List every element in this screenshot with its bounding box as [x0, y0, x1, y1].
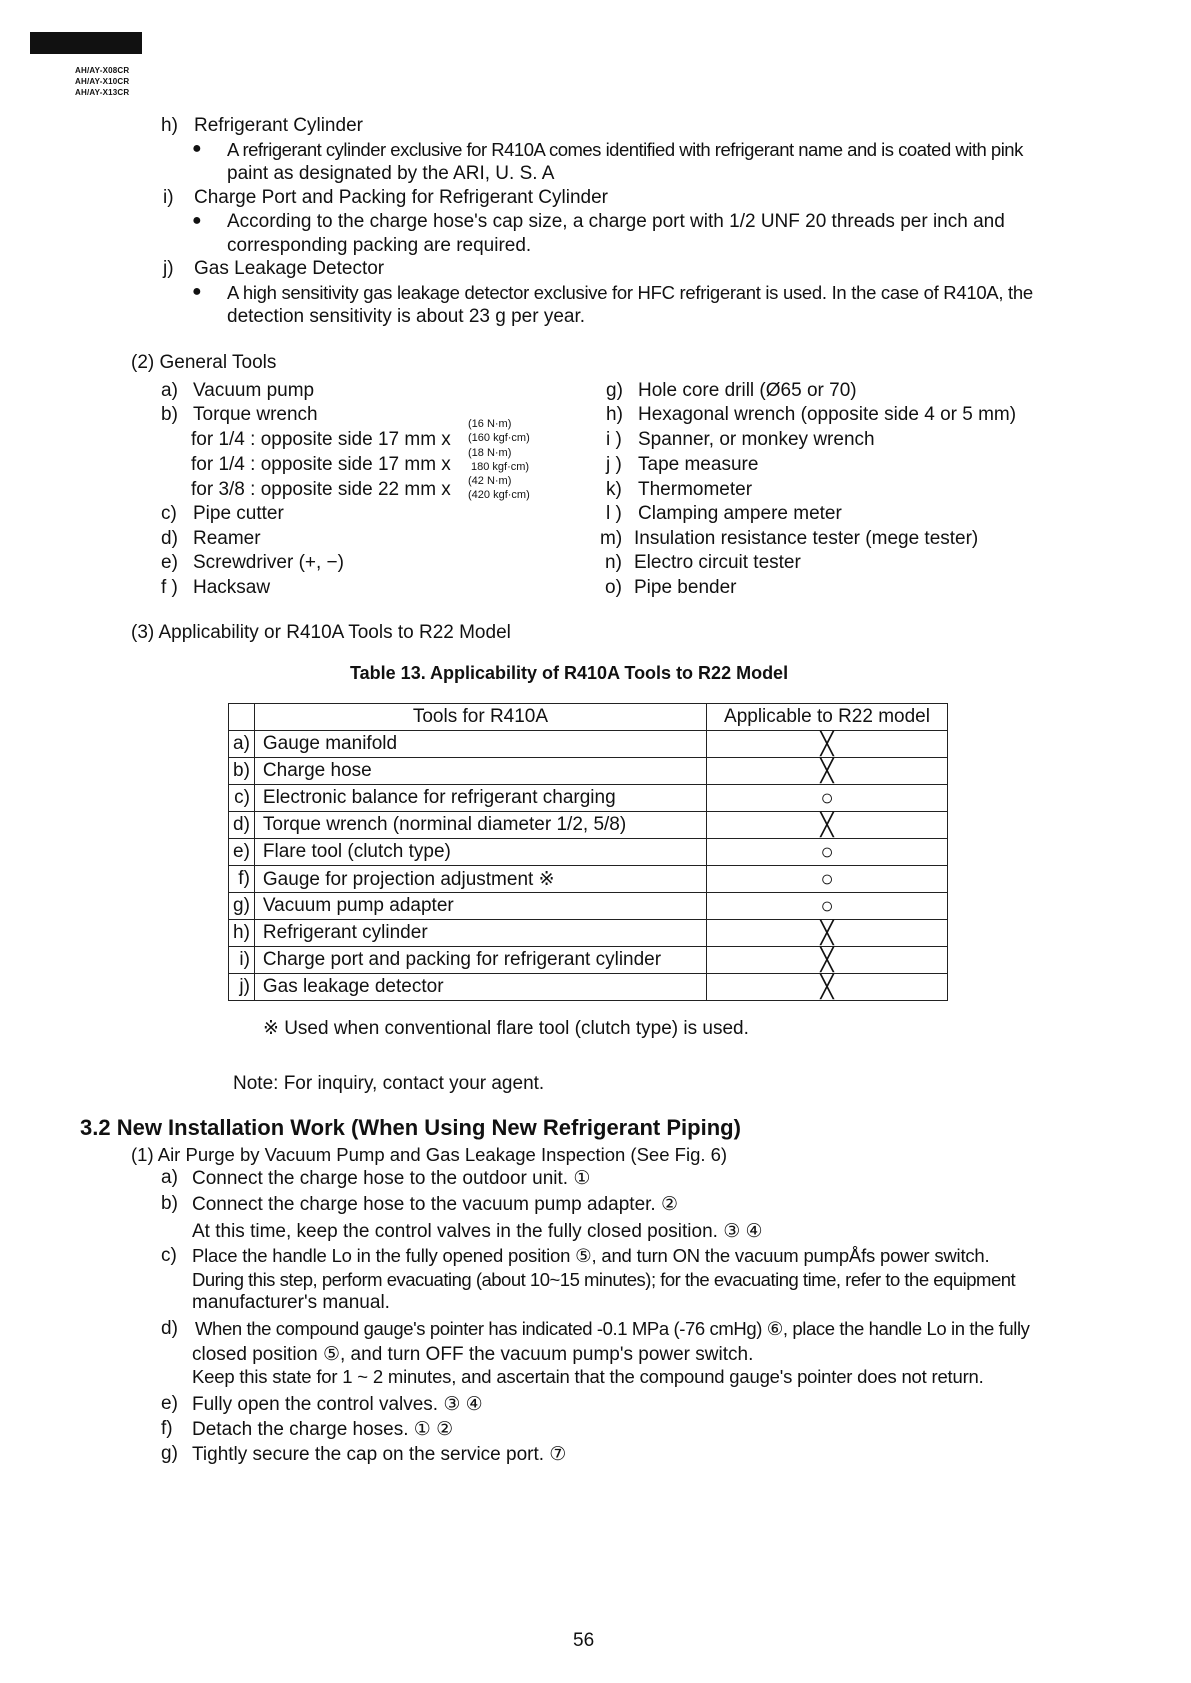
row-key: j) — [229, 974, 255, 1001]
row-tool: Refrigerant cylinder — [254, 920, 706, 947]
list-key: l ) — [606, 503, 622, 524]
list-key: h) — [606, 404, 623, 425]
table-header-row — [229, 704, 948, 731]
header-applicable: Applicable to R22 model — [707, 704, 948, 731]
list-label: Hole core drill (Ø65 or 70) — [638, 380, 857, 401]
model-number: AH/AY-X13CR — [75, 88, 130, 97]
list-label: Torque wrench — [193, 404, 318, 425]
row-tool: Vacuum pump adapter — [254, 893, 706, 920]
list-label: Hacksaw — [193, 577, 271, 598]
table-row — [229, 839, 948, 866]
list-label: Reamer — [193, 528, 261, 549]
unit-kgfcm: (160 kgf·cm) — [468, 432, 530, 444]
step-text: Detach the charge hoses. ① ② — [192, 1419, 454, 1440]
torque-spec: for 3/8 : opposite side 22 mm x — [191, 479, 451, 500]
table-row — [229, 920, 948, 947]
list-key: b) — [161, 1193, 178, 1214]
step-text: closed position ⑤, and turn OFF the vacuum pump's power switch. — [192, 1344, 754, 1365]
list-label: Clamping ampere meter — [638, 503, 842, 524]
list-key: f ) — [161, 577, 178, 598]
row-tool: Electronic balance for refrigerant charging — [254, 785, 706, 812]
list-label: Refrigerant Cylinder — [194, 115, 363, 136]
unit-nm: (18 N·m) — [468, 447, 512, 459]
row-key: g) — [229, 893, 255, 920]
list-key: g) — [606, 380, 623, 401]
list-key: d) — [161, 1318, 178, 1339]
table-row — [229, 758, 948, 785]
step-text: manufacturer's manual. — [192, 1292, 390, 1313]
bullet-text: A refrigerant cylinder exclusive for R410A comes identified with refrigerant name and is coated with pink — [227, 139, 1023, 160]
table-row — [229, 947, 948, 974]
bullet-icon: ● — [192, 283, 202, 300]
row-tool: Torque wrench (norminal diameter 1/2, 5/8) — [254, 812, 706, 839]
row-mark: ╳ — [707, 947, 948, 974]
header-tools: Tools for R410A — [254, 704, 706, 731]
list-label: Hexagonal wrench (opposite side 4 or 5 mm) — [638, 404, 1017, 425]
bullet-icon: ● — [192, 212, 202, 229]
row-tool: Flare tool (clutch type) — [254, 839, 706, 866]
table-row — [229, 731, 948, 758]
list-label: Electro circuit tester — [634, 552, 801, 573]
row-mark: ╳ — [707, 731, 948, 758]
list-label: Vacuum pump — [193, 380, 315, 401]
bullet-text: According to the charge hose's cap size, a charge port with 1/2 UNF 20 threads per inch and — [227, 211, 1005, 232]
section-subheading: (1) Air Purge by Vacuum Pump and Gas Leakage Inspection (See Fig. 6) — [131, 1144, 728, 1165]
note-text: Note: For inquiry, contact your agent. — [233, 1073, 545, 1094]
step-text: Connect the charge hose to the vacuum pump adapter. ② — [192, 1194, 679, 1215]
unit-kgfcm: (420 kgf·cm) — [468, 489, 530, 501]
list-key: c) — [161, 503, 177, 524]
torque-spec: for 1/4 : opposite side 17 mm x — [191, 429, 451, 450]
row-mark: ╳ — [707, 974, 948, 1001]
list-label: Charge Port and Packing for Refrigerant Cylinder — [194, 187, 608, 208]
row-mark: ╳ — [707, 812, 948, 839]
step-text: Fully open the control valves. ③ ④ — [192, 1394, 483, 1415]
row-key: a) — [229, 731, 255, 758]
list-label: Pipe bender — [634, 577, 737, 598]
model-number: AH/AY-X08CR — [75, 66, 130, 75]
row-mark: ╳ — [707, 758, 948, 785]
step-text: At this time, keep the control valves in the fully closed position. ③ ④ — [192, 1221, 763, 1242]
bullet-text: corresponding packing are required. — [227, 235, 532, 256]
applicability-table — [228, 703, 948, 1001]
list-key: i) — [163, 187, 174, 208]
row-key: d) — [229, 812, 255, 839]
step-text: When the compound gauge's pointer has indicated -0.1 MPa (-76 cmHg) ⑥, place the handle Lo in the fully — [195, 1318, 1030, 1339]
row-mark: ○ — [707, 839, 948, 866]
row-tool: Gauge for projection adjustment ※ — [254, 866, 706, 893]
page-number: 56 — [573, 1630, 595, 1651]
row-key: e) — [229, 839, 255, 866]
list-key: o) — [605, 577, 622, 598]
list-label: Gas Leakage Detector — [194, 258, 385, 279]
model-number: AH/AY-X10CR — [75, 77, 130, 86]
table-footnote: ※ Used when conventional flare tool (clutch type) is used. — [263, 1018, 749, 1039]
step-text: Tightly secure the cap on the service port. ⑦ — [192, 1444, 567, 1465]
row-mark: ○ — [707, 785, 948, 812]
list-key: f) — [161, 1418, 173, 1439]
row-mark: ╳ — [707, 920, 948, 947]
list-key: d) — [161, 528, 178, 549]
step-text: During this step, perform evacuating (about 10~15 minutes); for the evacuating time, refer to the equipment — [192, 1269, 1016, 1290]
bullet-text: A high sensitivity gas leakage detector exclusive for HFC refrigerant is used. In the case of R410A, the — [227, 282, 1033, 303]
row-tool: Charge port and packing for refrigerant cylinder — [254, 947, 706, 974]
header-key-cell — [229, 704, 255, 731]
list-label: Tape measure — [638, 454, 759, 475]
row-mark: ○ — [707, 893, 948, 920]
list-key: h) — [161, 115, 178, 136]
section-heading: (2) General Tools — [131, 352, 277, 373]
list-key: k) — [606, 479, 622, 500]
section-heading: (3) Applicability or R410A Tools to R22 Model — [131, 622, 511, 643]
row-tool: Charge hose — [254, 758, 706, 785]
list-key: m) — [600, 528, 623, 549]
unit-kgfcm: 180 kgf·cm) — [471, 461, 530, 473]
table-row — [229, 812, 948, 839]
list-key: e) — [161, 552, 178, 573]
section-title: 3.2 New Installation Work (When Using New Refrigerant Piping) — [80, 1115, 741, 1140]
unit-nm: (16 N·m) — [468, 418, 512, 430]
list-key: i ) — [606, 429, 622, 450]
list-label: Spanner, or monkey wrench — [638, 429, 875, 450]
unit-nm: (42 N·m) — [468, 475, 512, 487]
row-key: c) — [229, 785, 255, 812]
header-black-bar — [30, 32, 142, 54]
table-row — [229, 866, 948, 893]
list-label: Screwdriver (+, −) — [193, 552, 344, 573]
list-key: n) — [605, 552, 622, 573]
step-text: Place the handle Lo in the fully opened position ⑤, and turn ON the vacuum pumpÅfs power switch. — [192, 1245, 990, 1266]
table-row — [229, 893, 948, 920]
bullet-icon: ● — [192, 140, 202, 157]
bullet-text: paint as designated by the ARI, U. S. A — [227, 163, 555, 184]
list-key: e) — [161, 1393, 178, 1414]
torque-spec: for 1/4 : opposite side 17 mm x — [191, 454, 451, 475]
list-key: j) — [163, 258, 174, 279]
list-label: Pipe cutter — [193, 503, 284, 524]
bullet-text: detection sensitivity is about 23 g per year. — [227, 306, 586, 327]
list-key: g) — [161, 1443, 178, 1464]
row-tool: Gas leakage detector — [254, 974, 706, 1001]
row-key: f) — [229, 866, 255, 893]
row-tool: Gauge manifold — [254, 731, 706, 758]
table-row — [229, 785, 948, 812]
step-text: Connect the charge hose to the outdoor unit. ① — [192, 1168, 591, 1189]
list-key: j ) — [606, 454, 622, 475]
list-label: Thermometer — [638, 479, 753, 500]
list-key: b) — [161, 404, 178, 425]
table-title: Table 13. Applicability of R410A Tools to R22 Model — [350, 663, 789, 683]
list-key: c) — [161, 1245, 177, 1266]
list-label: Insulation resistance tester (mege tester) — [634, 528, 979, 549]
row-key: h) — [229, 920, 255, 947]
row-key: b) — [229, 758, 255, 785]
table-row — [229, 974, 948, 1001]
list-key: a) — [161, 1167, 178, 1188]
list-key: a) — [161, 380, 178, 401]
step-text: Keep this state for 1 ~ 2 minutes, and ascertain that the compound gauge's pointer does not return. — [192, 1366, 984, 1387]
row-key: i) — [229, 947, 255, 974]
row-mark: ○ — [707, 866, 948, 893]
